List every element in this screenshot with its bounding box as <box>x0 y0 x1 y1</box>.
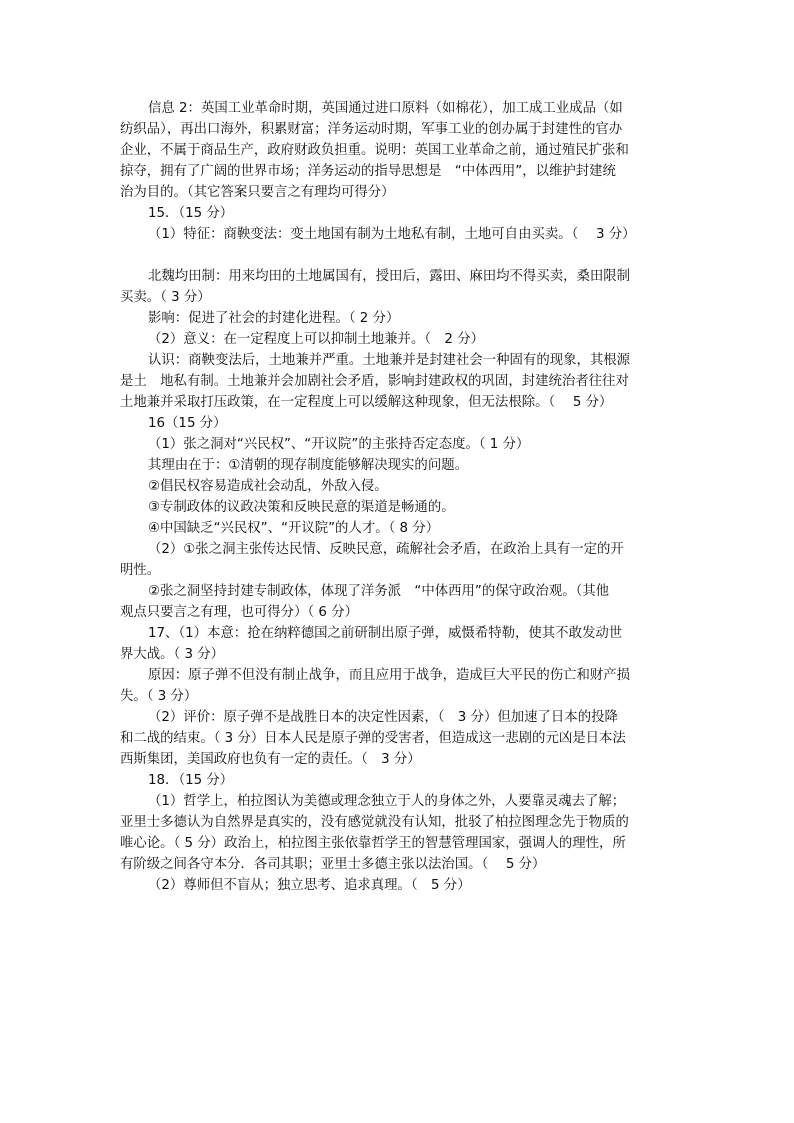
text-line: 认识：商鞅变法后，土地兼并严重。土地兼并是封建社会一种固有的现象，其根源 <box>148 353 631 368</box>
text-line: 和二战的结束。（ 3 分）日本人民是原子弹的受害者，但造成这一悲剧的元凶是日本法 <box>120 731 626 746</box>
text-line: ③专制政体的议政决策和反映民意的渠道是畅通的。 <box>148 500 455 515</box>
text-line: （1）特征：商鞅变法：变土地国有制为土地私有制，土地可自由买卖。（ 3 分） <box>148 227 636 242</box>
question-number: 15．（15 分） <box>148 206 234 221</box>
text-line: 原因：原子弹不但没有制止战争，而且应用于战争，造成巨大平民的伤亡和财产损 <box>148 668 631 683</box>
text-line: （2）①张之洞主张传达民情、反映民意，疏解社会矛盾，在政治上具有一定的开 <box>148 542 624 557</box>
question-number: 17、（1）本意：抢在纳粹德国之前研制出原子弹，威慑希特勒，使其不敢发动世 <box>148 626 623 641</box>
text-line: （2）评价：原子弹不是战胜日本的决定性因素，（ 3 分）但加速了日本的投降 <box>148 710 618 725</box>
text-line: 掠夺，拥有了广阔的世界市场；洋务运动的指导思想是 “中体西用”，以维护封建统 <box>120 164 616 179</box>
text-line: 唯心论。（ 5 分）政治上，柏拉图主张依靠哲学王的智慧管理国家，强调人的理性，所 <box>120 836 626 851</box>
text-line: ②倡民权容易造成社会动乱，外敌入侵。 <box>148 479 388 494</box>
text-line: 西斯集团，美国政府也负有一定的责任。（ 3 分） <box>120 752 421 767</box>
text-line: 影响：促进了社会的封建化进程。（ 2 分） <box>148 311 400 326</box>
text-line: 有阶级之间各守本分．各司其职；亚里士多德主张以法治国。（ 5 分） <box>120 857 546 872</box>
text-line: 买卖。（ 3 分） <box>120 290 211 305</box>
text-line: 治为目的。（其它答案只要言之有理均可得分） <box>120 185 395 200</box>
text-line: 亚里士多德认为自然界是真实的，没有感觉就没有认知，批驳了柏拉图理念先于物质的 <box>120 815 629 830</box>
text-line: （2）尊师但不盲从；独立思考、追求真理。（ 5 分） <box>148 878 471 893</box>
text-line: （1）张之洞对“兴民权”、“开议院”的主张持否定态度。（ 1 分） <box>148 437 530 452</box>
text-line: （2）意义：在一定程度上可以抑制土地兼并。（ 2 分） <box>148 332 484 347</box>
text-line: 纺织品），再出口海外，积累财富；洋务运动时期，军事工业的创办属于封建性的官办 <box>120 122 623 137</box>
text-line: 企业，不属于商品生产，政府财政负担重。说明：英国工业革命之前，通过殖民扩张和 <box>120 143 629 158</box>
text-line: ②张之洞坚持封建专制政体，体现了洋务派 “中体西用”的保守政治观。（其他 <box>148 584 610 599</box>
text-line: 失。（ 3 分） <box>120 689 198 704</box>
question-number: 18．（15 分） <box>148 773 234 788</box>
text-line: 北魏均田制：用来均田的土地属国有，授田后，露田、麻田均不得买卖，桑田限制 <box>148 269 631 284</box>
question-number: 16（15 分） <box>148 416 227 431</box>
text-line: ④中国缺乏“兴民权”、“开议院”的人才。（ 8 分） <box>148 521 440 536</box>
text-line: 明性。 <box>120 563 161 578</box>
text-line: 是土 地私有制。土地兼并会加剧社会矛盾，影响封建政权的巩固，封建统治者往往对 <box>120 374 629 389</box>
text-line: （1）哲学上，柏拉图认为美德或理念独立于人的身体之外，人要靠灵魂去了解； <box>148 794 626 809</box>
text-line: 土地兼并采取打压政策，在一定程度上可以缓解这种现象，但无法根除。（ 5 分） <box>120 395 613 410</box>
text-line: 信息 2：英国工业革命时期，英国通过进口原料（如棉花），加工成工业成品（如 <box>148 101 623 116</box>
text-line: 观点只要言之有理，也可得分）（ 6 分） <box>120 605 358 620</box>
text-line: 界大战。（ 3 分） <box>120 647 225 662</box>
text-line: 其理由在于：①清朝的现存制度能够解决现实的问题。 <box>148 458 468 473</box>
